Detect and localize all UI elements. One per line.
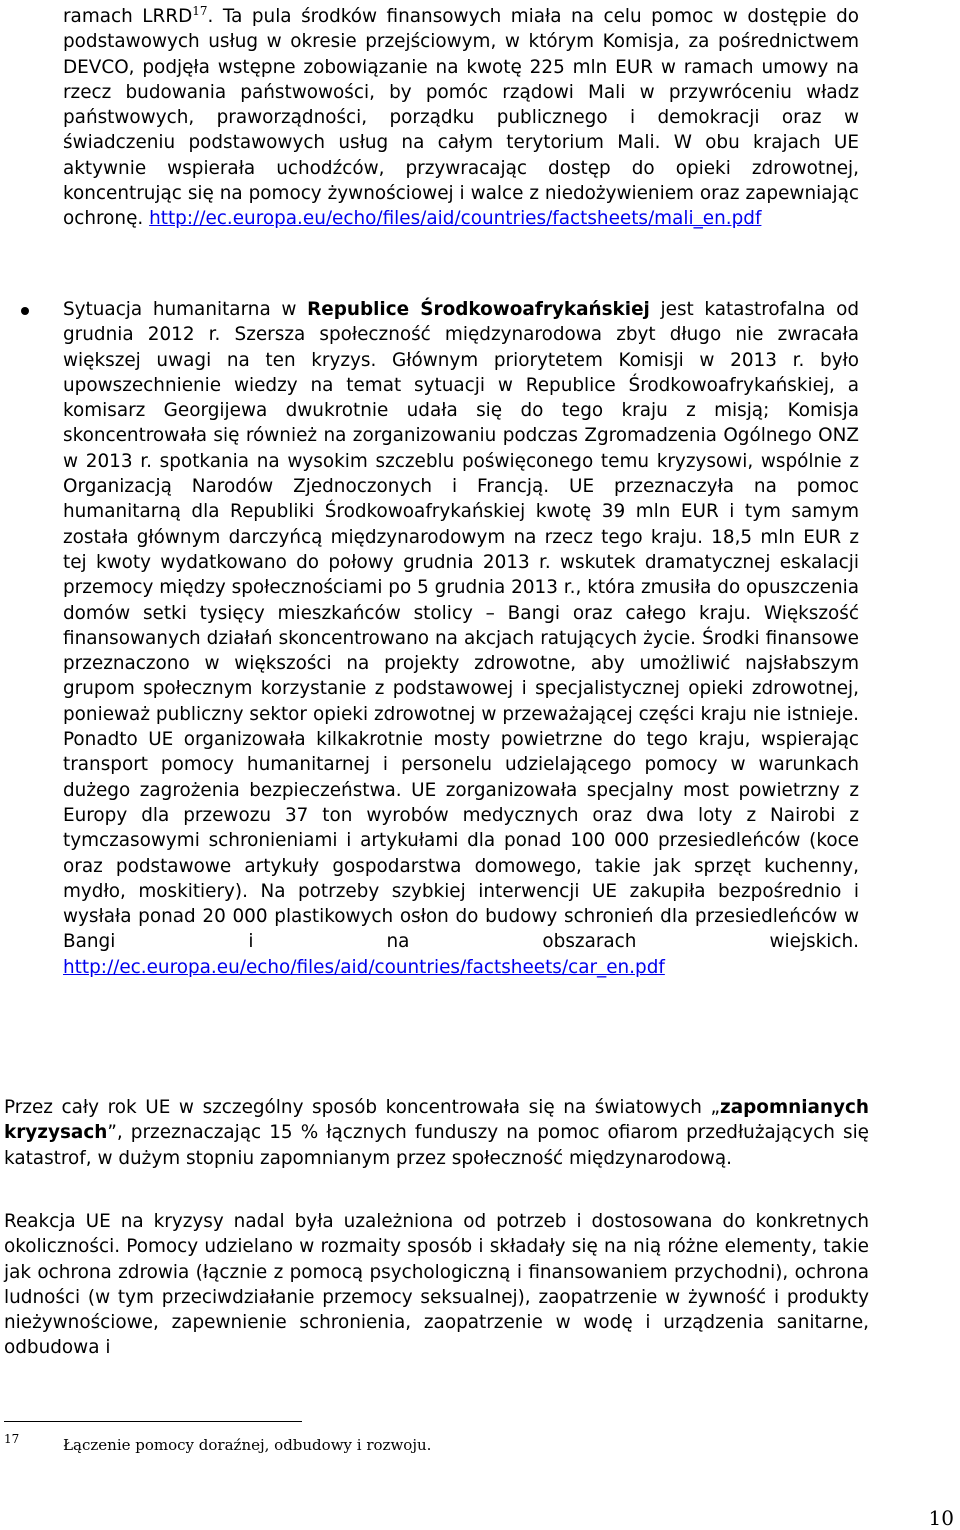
- car-factsheet-link[interactable]: http://ec.europa.eu/echo/files/aid/countries/factsheets/car_en.pdf: [63, 956, 665, 978]
- mali-paragraph: [63, 4, 859, 232]
- forgotten-intro: Przez cały rok UE w szczególny sposób koncentrowała się na światowych „: [4, 1097, 721, 1118]
- footnote-number: 17: [4, 1432, 20, 1446]
- car-country-name: Republice Środkowoafrykańskiej: [307, 299, 650, 320]
- forgotten-text: ”, przeznaczając 15 % łącznych funduszy na pomoc ofiarom przedłużających się katastrof, w dużym stopniu zapomnianym przez społeczność międzynarodową.: [4, 1122, 869, 1169]
- bullet-marker: [21, 307, 29, 315]
- car-paragraph: [63, 297, 859, 980]
- footnote-separator: [4, 1421, 302, 1422]
- forgotten-crises-term: zapomnianych kryzysach: [4, 1097, 869, 1144]
- forgotten-crises-paragraph: [4, 1095, 869, 1171]
- response-paragraph: [4, 1209, 869, 1361]
- mali-lead: ramach LRRD: [63, 6, 193, 27]
- car-intro: Sytuacja humanitarna w: [63, 299, 308, 320]
- footnote-text: Łączenie pomocy doraźnej, odbudowy i rozwoju.: [63, 1436, 432, 1454]
- response-text: Reakcja UE na kryzysy nadal była uzależniona od potrzeb i dostosowana do konkretnych okoliczności. Pomocy udzielano w rozmaity sposób i składały się na nią różne elementy, takie jak ochrona zdrowia (łącznie z pomocą psychologiczną i finansowaniem przychodni), ochrona ludności (w tym przeciwdziałanie przemocy seksualnej), zaopatrzenie w żywność i produkty nieżywnościowe, zapewnienie schronienia, zaopatrzenie w wodę i urządzenia sanitarne, odbudowa i: [4, 1211, 869, 1359]
- mali-text: . Ta pula środków finansowych miała na celu pomoc w dostępie do podstawowych usług w okresie przejściowym, w którym Komisja, za pośrednictwem DEVCO, podjęła wstępne zobowiązanie na kwotę 225 mln EUR w ramach umowy na rzecz budowania państwowości, by pomóc rządowi Mali w przywróceniu władz państwowych, praworządności, porządku publicznego i demokracji oraz w świadczeniu podstawowych usług na całym terytorium Mali. W obu krajach UE aktywnie wspierała uchodźców, przywracając dostęp do opieki zdrowotnej, koncentrując się na pomocy żywnościowej i walce z niedożywieniem oraz zapewniając ochronę.: [63, 6, 860, 230]
- car-text: jest katastrofalna od grudnia 2012 r. Szersza społeczność międzynarodowa zbyt długo nie zwracała większej uwagi na ten kryzys. Głównym priorytetem Komisji w 2013 r. było upowszechnienie wiedzy na temat sytuacji w Republice Środkowoafrykańskiej, a komisarz Georgijewa dwukrotnie udała się do tego kraju z misją; Komisja skoncentrowała się również na zorganizowaniu podczas Zgromadzenia Ogólnego ONZ w 2013 r. spotkania na wysokim szczeblu poświęconego temu kryzysowi, wspólnie z Organizacją Narodów Zjednoczonych i Francją. UE przeznaczyła na pomoc humanitarną dla Republiki Środkowoafrykańskiej kwotę 39 mln EUR i tym samym została głównym darczyńcą międzynarodowym na rzecz tego kraju. 18,5 mln EUR z tej kwoty wydatkowano do połowy grudnia 2013 r. wskutek dramatycznej eskalacji przemocy między społecznościami po 5 grudnia 2013 r., która zmusiła do opuszczenia domów setki tysięcy mieszkańców stolicy – Bangi oraz całego kraju. Większość finansowanych działań skoncentrowano na akcjach ratujących życie. Środki finansowe przeznaczono w większości na projekty zdrowotne, aby umożliwić najsłabszym grupom społecznym korzystanie z podstawowej i specjalistycznej opieki zdrowotnej, ponieważ publiczny sektor opieki zdrowotnej w przeważającej części kraju nie istnieje. Ponadto UE organizowała kilkakrotnie mosty powietrzne do tego kraju, wspierając transport pomocy humanitarnej i personelu udzielającego pomocy w warunkach dużego zagrożenia bezpieczeństwa. UE zorganizowała specjalny most powietrzny z Europy dla przewozu 37 ton wyrobów medycznych oraz dwa loty z Nairobi z tymczasowymi schronieniami i artykułami dla ponad 100 000 przesiedleńców (koce oraz podstawowe artykuły gospodarstwa domowego, takie jak sprzęt kuchenny, mydło, moskitiery). Na potrzeby szybkiej interwencji UE zakupiła bezpośrednio i wysłała ponad 20 000 plastikowych osłon do budowy schronień dla przesiedleńców w Bangi i na obszarach wiejskich.: [63, 299, 859, 953]
- page-number: 10: [928, 1506, 954, 1530]
- mali-factsheet-link[interactable]: http://ec.europa.eu/echo/files/aid/countries/factsheets/mali_en.pdf: [149, 208, 762, 230]
- footnote-reference[interactable]: 17: [192, 3, 208, 18]
